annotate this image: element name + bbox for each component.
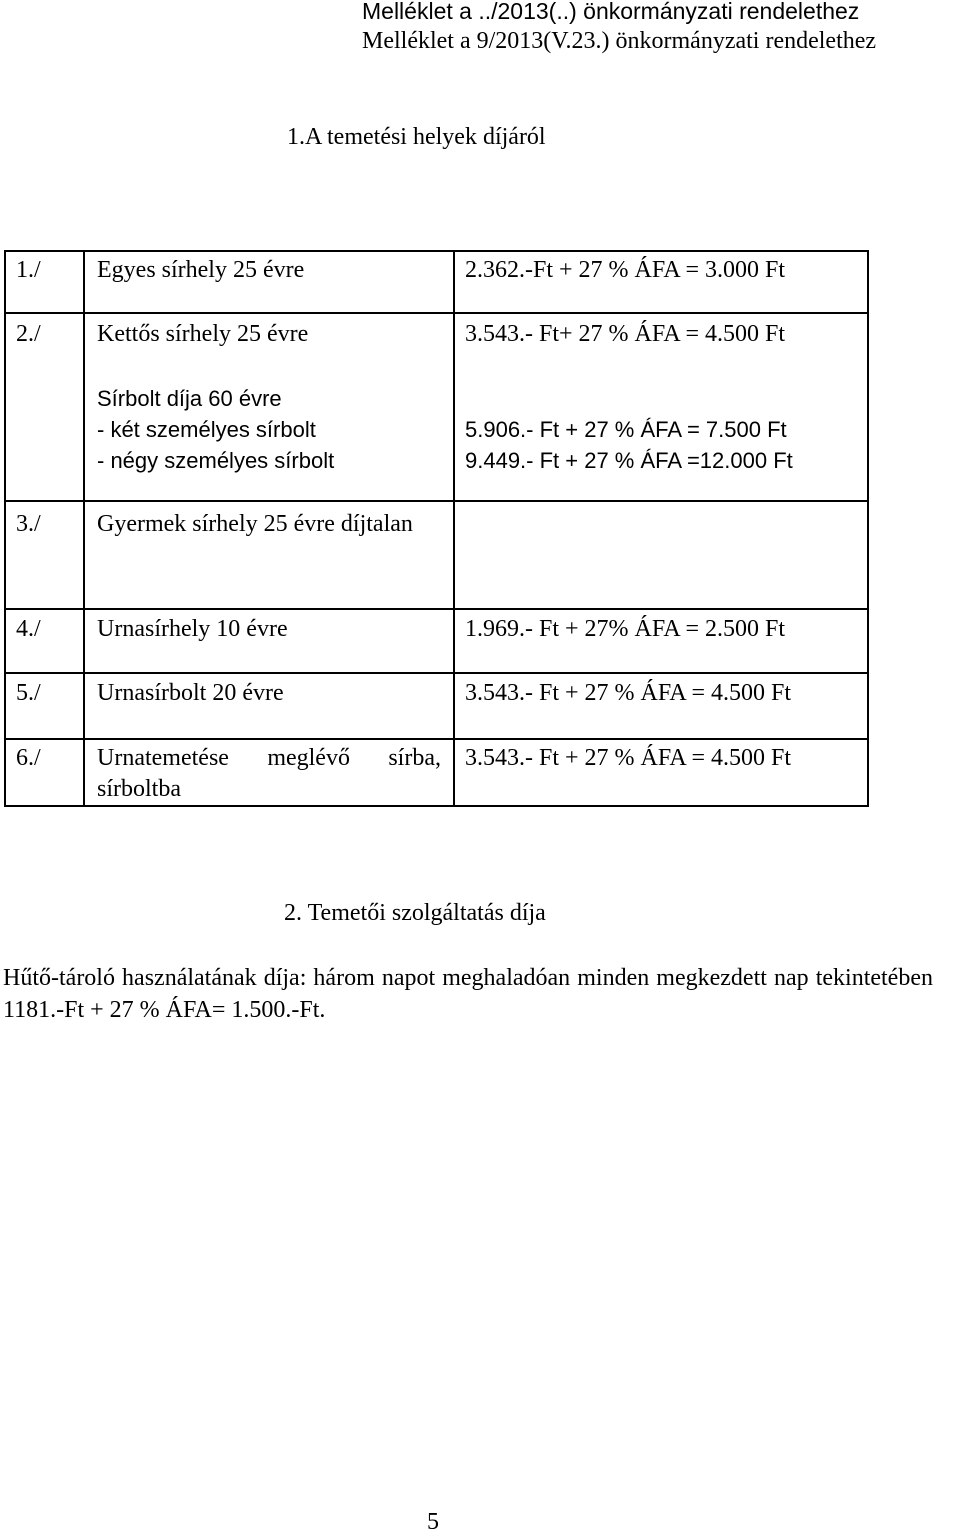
table-row xyxy=(5,609,868,673)
row-number: 3./ xyxy=(5,501,84,609)
row-description-block xyxy=(84,313,454,501)
row-description: Egyes sírhely 25 évre xyxy=(84,251,454,313)
table-row xyxy=(5,673,868,739)
row-description: Urnatemetése meglévő sírba, sírboltba xyxy=(84,739,454,806)
row-description: Urnasírhely 10 évre xyxy=(84,609,454,673)
annex-reference xyxy=(362,0,952,56)
annex-line-2: Melléklet a 9/2013(V.23.) önkormányzati rendelethez xyxy=(362,28,877,54)
table-row xyxy=(5,313,868,501)
row-description: Gyermek sírhely 25 évre díjtalan xyxy=(84,501,454,609)
row-number: 1./ xyxy=(5,251,84,313)
row-description: Urnasírbolt 20 évre xyxy=(84,673,454,739)
row-price: 3.543.- Ft + 27 % ÁFA = 4.500 Ft xyxy=(454,673,868,739)
sub-price: 9.449.- Ft + 27 % ÁFA =12.000 Ft xyxy=(465,448,793,473)
row-price-block xyxy=(454,313,868,501)
row-price xyxy=(454,501,868,609)
row-price: 2.362.-Ft + 27 % ÁFA = 3.000 Ft xyxy=(454,251,868,313)
row-price: 3.543.- Ft+ 27 % ÁFA = 4.500 Ft xyxy=(465,321,785,347)
sub-item: - két személyes sírbolt xyxy=(97,417,316,442)
row-description: Kettős sírhely 25 évre xyxy=(97,321,309,347)
sub-price: 5.906.- Ft + 27 % ÁFA = 7.500 Ft xyxy=(465,417,787,442)
annex-line-1: Melléklet a ../2013(..) önkormányzati rendelethez xyxy=(362,0,860,24)
sub-title: Sírbolt díja 60 évre xyxy=(97,386,282,411)
row-number: 2./ xyxy=(5,313,84,501)
row-price: 1.969.- Ft + 27% ÁFA = 2.500 Ft xyxy=(454,609,868,673)
table-row xyxy=(5,501,868,609)
table-row xyxy=(5,251,868,313)
table-row xyxy=(5,739,868,806)
page-number: 5 xyxy=(427,1509,439,1535)
sub-item: - négy személyes sírbolt xyxy=(97,448,335,473)
row-number: 4./ xyxy=(5,609,84,673)
row-price: 3.543.- Ft + 27 % ÁFA = 4.500 Ft xyxy=(454,739,868,806)
section-1-title: 1.A temetési helyek díjáról xyxy=(287,124,546,150)
section-2-title: 2. Temetői szolgáltatás díja xyxy=(284,900,546,926)
section-2-text: Hűtő-tároló használatának díja: három napot meghaladóan minden megkezdett nap tekintetében 1181.-Ft + 27 % ÁFA= 1.500.-Ft. xyxy=(3,965,933,1023)
row-number: 5./ xyxy=(5,673,84,739)
row-number: 6./ xyxy=(5,739,84,806)
fees-table xyxy=(4,250,869,807)
